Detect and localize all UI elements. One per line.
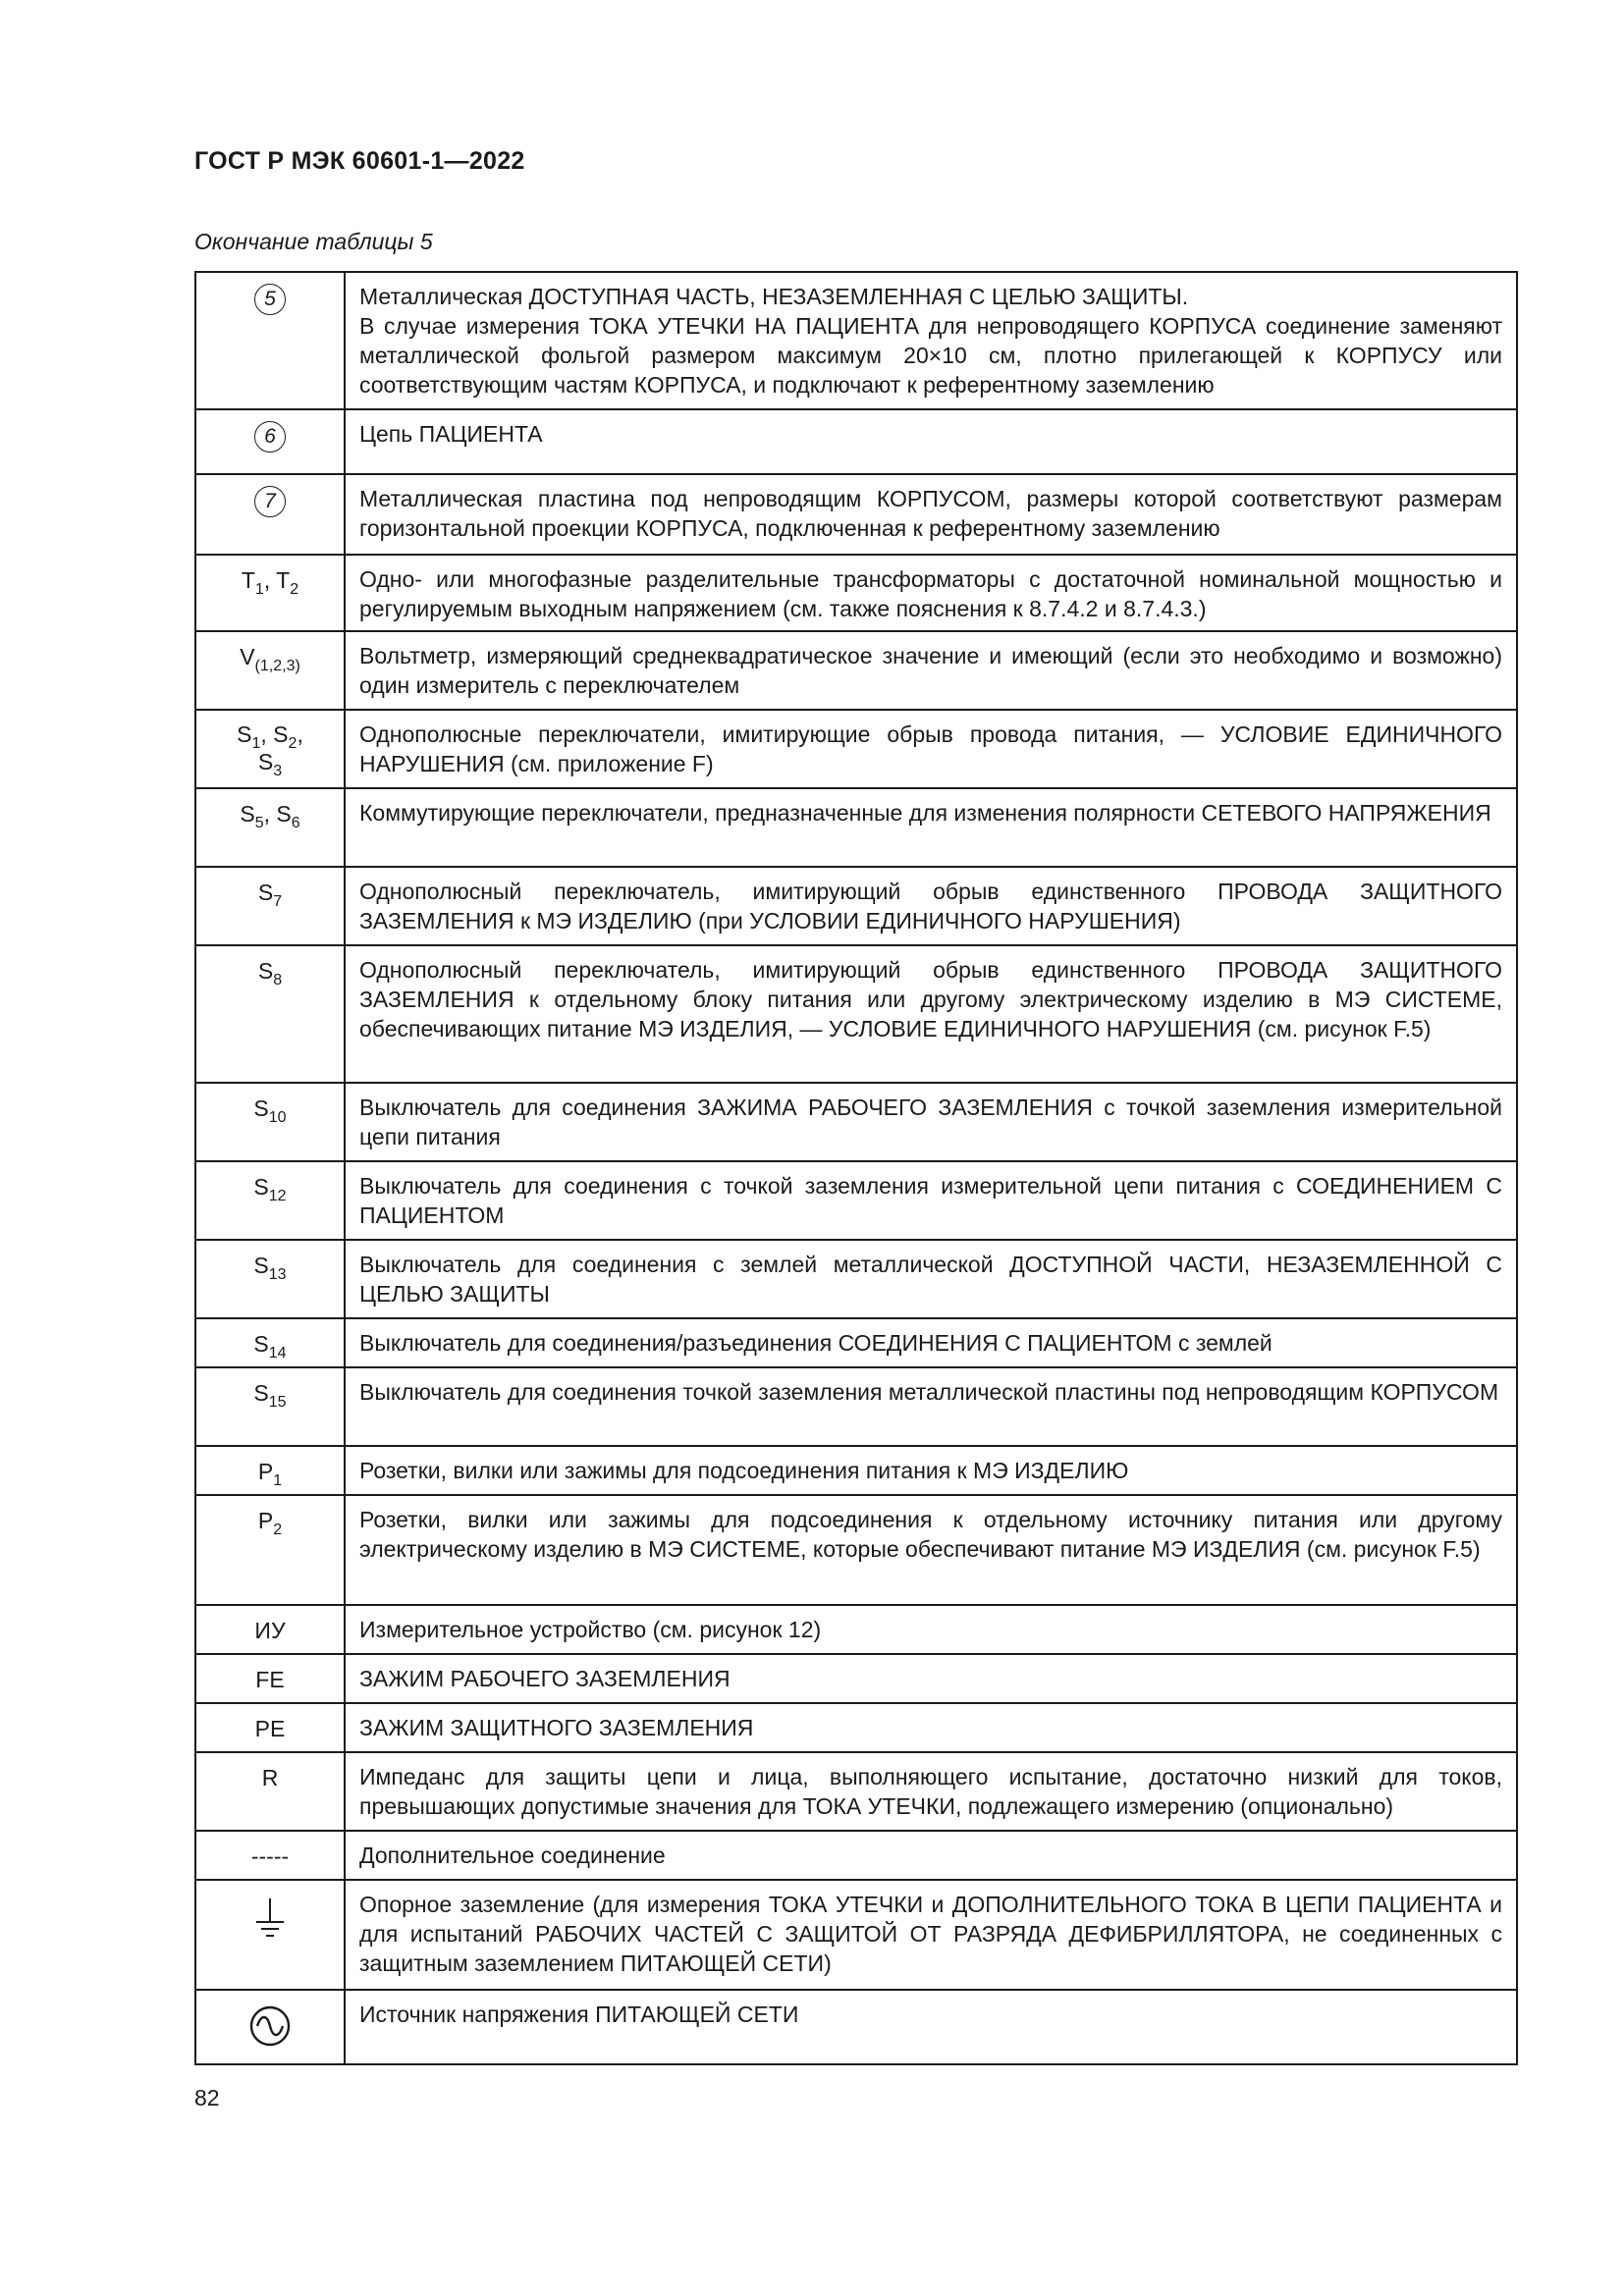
description-cell	[345, 272, 1517, 409]
symbol-cell	[195, 409, 345, 474]
table-row	[195, 1495, 1517, 1605]
symbol-cell: $S_{15}$	[195, 1367, 345, 1446]
symbol-cell: -----	[195, 1831, 345, 1880]
description-cell: Дополнительное соединение	[345, 1831, 1517, 1880]
symbol-cell: $S_{10}$	[195, 1083, 345, 1161]
symbol-cell	[195, 272, 345, 409]
description-cell: Вольтметр, измеряющий среднеквадратическое значение и имеющий (если это необходимо и возможно) один измеритель с переключателем	[345, 631, 1517, 710]
description-cell: Выключатель для соединения с точкой заземления измерительной цепи питания с СОЕДИНЕНИЕМ С ПАЦИЕНТОМ	[345, 1161, 1517, 1240]
description-cell: Однополюсный переключатель, имитирующий обрыв единственного ПРОВОДА ЗАЩИТНОГО ЗАЗЕМЛЕНИЯ к МЭ ИЗДЕЛИЮ (при УСЛОВИИ ЕДИНИЧНОГО НАРУШЕНИЯ)	[345, 867, 1517, 945]
description-line: Металлическая ДОСТУПНАЯ ЧАСТЬ, НЕЗАЗЕМЛЕННАЯ С ЦЕЛЬЮ ЗАЩИТЫ.	[359, 284, 1189, 309]
description-cell: Выключатель для соединения/разъединения СОЕДИНЕНИЯ С ПАЦИЕНТОМ с землей	[345, 1318, 1517, 1367]
symbol-cell	[195, 474, 345, 555]
table-row	[195, 1161, 1517, 1240]
symbol-cell	[195, 1880, 345, 1990]
symbol-cell: R	[195, 1752, 345, 1831]
table-row	[195, 1703, 1517, 1752]
table-row	[195, 1880, 1517, 1990]
circled-number: 5	[254, 284, 286, 315]
symbol-cell: $S_1$, $S_2$, $S_3$	[195, 710, 345, 788]
table-row	[195, 409, 1517, 474]
ground-icon	[253, 1896, 287, 1946]
symbol-cell: $S_8$	[195, 945, 345, 1083]
description-cell: Опорное заземление (для измерения ТОКА УТЕЧКИ и ДОПОЛНИТЕЛЬНОГО ТОКА В ЦЕПИ ПАЦИЕНТА и для испытаний РАБОЧИХ ЧАСТЕЙ С ЗАЩИТОЙ ОТ РАЗРЯДА ДЕФИБРИЛЛЯТОРА, не соединенных с защитным заземлением ПИТАЮЩЕЙ СЕТИ)	[345, 1880, 1517, 1990]
description-cell: Выключатель для соединения ЗАЖИМА РАБОЧЕГО ЗАЗЕМЛЕНИЯ с точкой заземления измерительной цепи питания	[345, 1083, 1517, 1161]
table-row	[195, 272, 1517, 409]
table-row	[195, 710, 1517, 788]
symbol-cell: $S_{13}$	[195, 1240, 345, 1318]
description-cell: Розетки, вилки или зажимы для подсоединения питания к МЭ ИЗДЕЛИЮ	[345, 1446, 1517, 1495]
ac-source-icon	[248, 2004, 292, 2048]
document-header: ГОСТ Р МЭК 60601-1—2022	[194, 147, 525, 175]
table-row	[195, 1367, 1517, 1446]
table-row	[195, 1318, 1517, 1367]
table-row	[195, 945, 1517, 1083]
description-cell: Металлическая пластина под непроводящим КОРПУСОМ, размеры которой соответствуют размерам горизонтальной проекции КОРПУСА, подключенная к референтному заземлению	[345, 474, 1517, 555]
symbol-cell: $P_2$	[195, 1495, 345, 1605]
description-cell: Цепь ПАЦИЕНТА	[345, 409, 1517, 474]
symbol-cell: $S_{14}$	[195, 1318, 345, 1367]
table-row	[195, 1083, 1517, 1161]
table-row	[195, 555, 1517, 631]
description-cell: Коммутирующие переключатели, предназначенные для изменения полярности СЕТЕВОГО НАПРЯЖЕНИЯ	[345, 788, 1517, 867]
description-cell: Выключатель для соединения с землей металлической ДОСТУПНОЙ ЧАСТИ, НЕЗАЗЕМЛЕННОЙ С ЦЕЛЬЮ ЗАЩИТЫ	[345, 1240, 1517, 1318]
symbol-cell: $T_1$, $T_2$	[195, 555, 345, 631]
symbol-cell: $S_7$	[195, 867, 345, 945]
symbol-cell: PE	[195, 1703, 345, 1752]
description-cell: Импеданс для защиты цепи и лица, выполняющего испытание, достаточно низкий для токов, превышающих допустимые значения для ТОКА УТЕЧКИ, подлежащего измерению (опционально)	[345, 1752, 1517, 1831]
description-cell: Розетки, вилки или зажимы для подсоединения к отдельному источнику питания или другому электрическому изделию в МЭ СИСТЕМЕ, которые обеспечивают питание МЭ ИЗДЕЛИЯ (см. рисунок F.5)	[345, 1495, 1517, 1605]
table-row	[195, 867, 1517, 945]
table-row	[195, 1446, 1517, 1495]
circled-number: 7	[254, 486, 286, 517]
table-row	[195, 1240, 1517, 1318]
description-cell: ЗАЖИМ ЗАЩИТНОГО ЗАЗЕМЛЕНИЯ	[345, 1703, 1517, 1752]
description-cell: Источник напряжения ПИТАЮЩЕЙ СЕТИ	[345, 1990, 1517, 2064]
symbol-cell: $V_{(1,2,3)}$	[195, 631, 345, 710]
description-cell: Одно- или многофазные разделительные трансформаторы с достаточной номинальной мощностью и регулируемым выходным напряжением (см. также пояснения к 8.7.4.2 и 8.7.4.3.)	[345, 555, 1517, 631]
description-cell: ЗАЖИМ РАБОЧЕГО ЗАЗЕМЛЕНИЯ	[345, 1654, 1517, 1703]
table-row	[195, 1605, 1517, 1654]
circled-number: 6	[254, 421, 286, 453]
description-cell: Однополюсные переключатели, имитирующие обрыв провода питания, — УСЛОВИЕ ЕДИНИЧНОГО НАРУШЕНИЯ (см. приложение F)	[345, 710, 1517, 788]
symbol-cell: $S_5$, $S_6$	[195, 788, 345, 867]
symbol-cell: ИУ	[195, 1605, 345, 1654]
symbol-cell	[195, 1990, 345, 2064]
symbol-cell: FE	[195, 1654, 345, 1703]
description-cell: Однополюсный переключатель, имитирующий обрыв единственного ПРОВОДА ЗАЩИТНОГО ЗАЗЕМЛЕНИЯ к отдельному блоку питания или другому электрическому изделию в МЭ СИСТЕМЕ, обеспечивающих питание МЭ ИЗДЕЛИЯ, — УСЛОВИЕ ЕДИНИЧНОГО НАРУШЕНИЯ (см. рисунок F.5)	[345, 945, 1517, 1083]
table-row	[195, 631, 1517, 710]
table-row	[195, 1831, 1517, 1880]
table-row	[195, 1752, 1517, 1831]
description-line: В случае измерения ТОКА УТЕЧКИ НА ПАЦИЕНТА для непроводящего КОРПУСА соединение заменяют металлической фольгой размером максимум 20×10 см, плотно прилегающей к КОРПУСУ или соответствующим частям КОРПУСА, и подключают к референтному заземлению	[359, 313, 1502, 398]
symbol-cell: $P_1$	[195, 1446, 345, 1495]
page-number: 82	[194, 2085, 220, 2110]
description-cell: Выключатель для соединения точкой заземления металлической пластины под непроводящим КОРПУСОМ	[345, 1367, 1517, 1446]
table-caption: Окончание таблицы 5	[194, 229, 433, 254]
table-row	[195, 788, 1517, 867]
table-row	[195, 1654, 1517, 1703]
legend-table	[194, 271, 1518, 2065]
description-cell: Измерительное устройство (см. рисунок 12)	[345, 1605, 1517, 1654]
symbol-cell: $S_{12}$	[195, 1161, 345, 1240]
table-row	[195, 1990, 1517, 2064]
table-row	[195, 474, 1517, 555]
